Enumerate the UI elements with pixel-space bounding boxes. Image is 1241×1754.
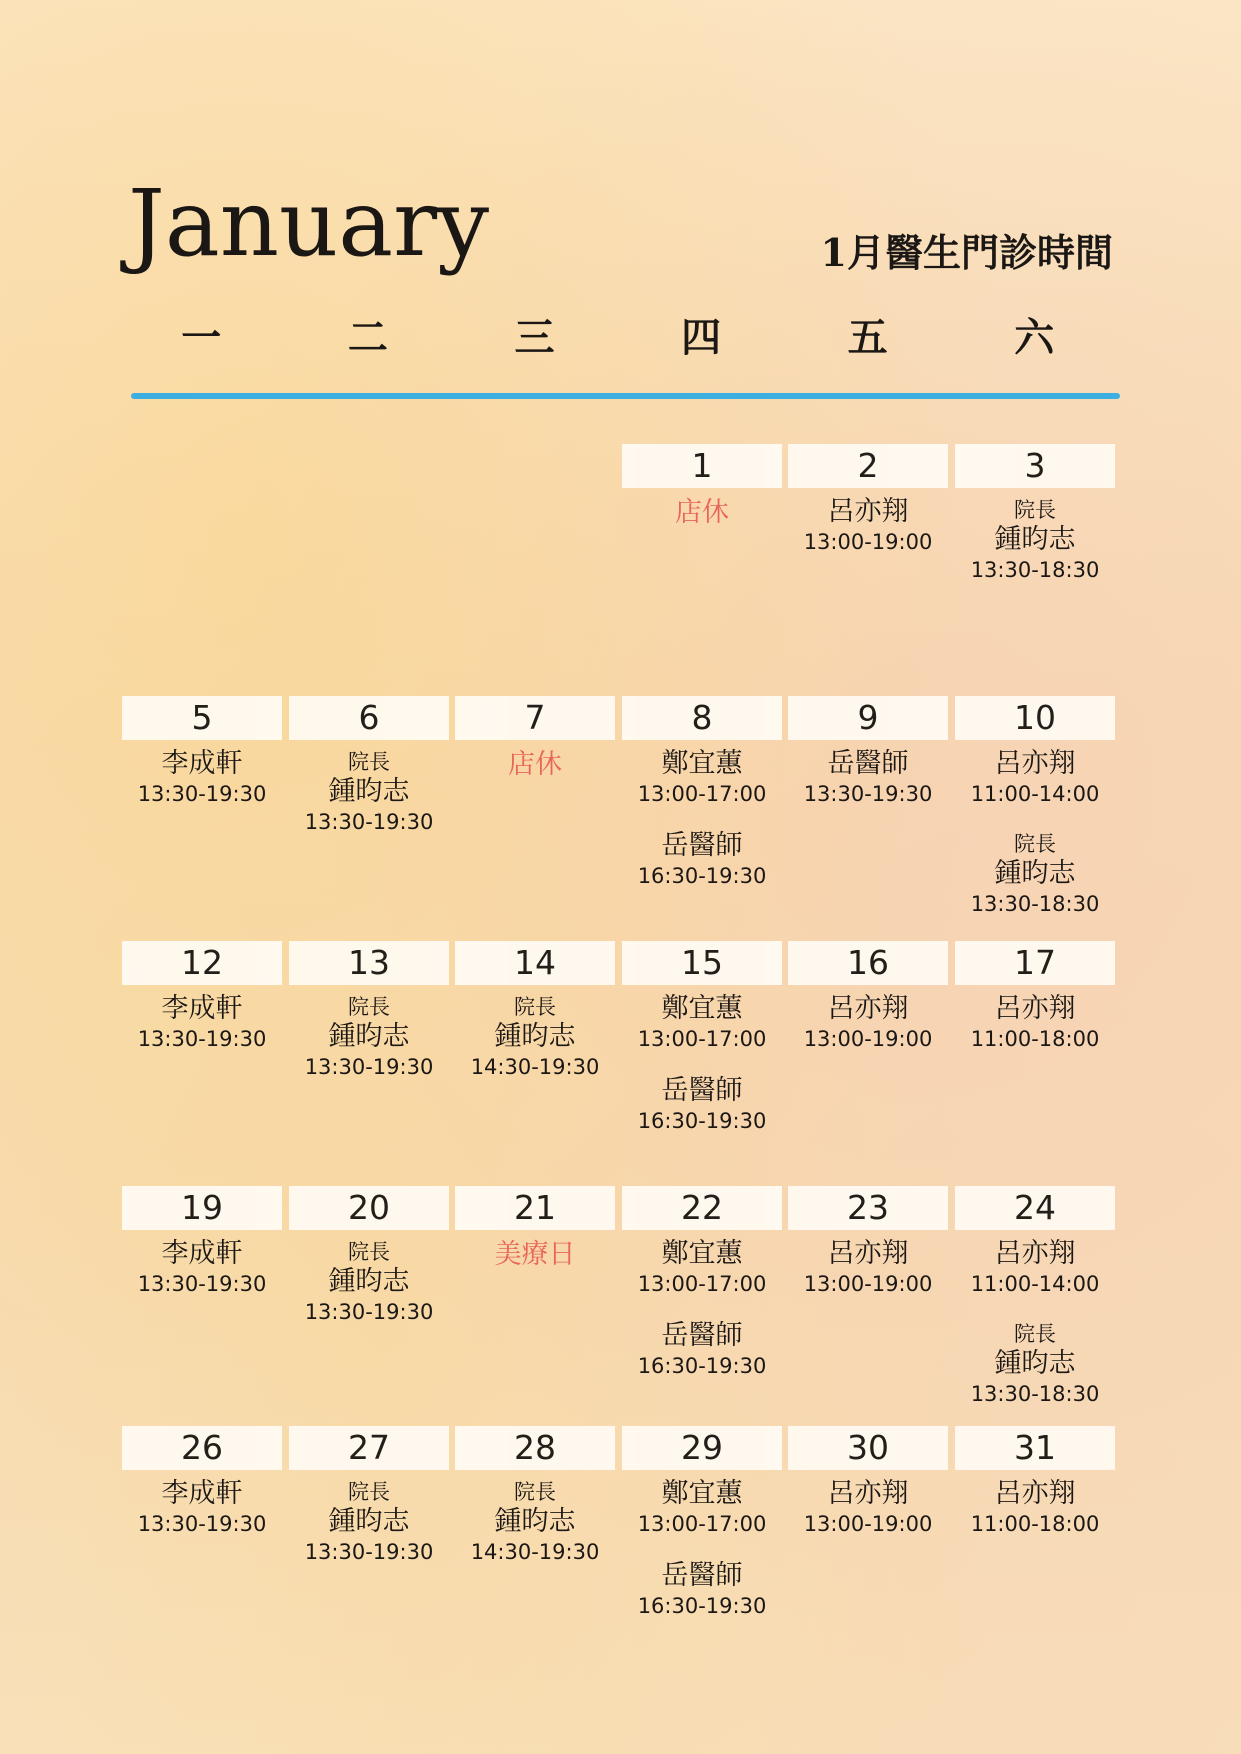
clinic-hours: 14:30-19:30	[470, 1540, 600, 1564]
day-entries	[289, 1230, 449, 1326]
clinic-hours: 11:00-14:00	[970, 1272, 1100, 1296]
date-number: 26	[122, 1426, 282, 1470]
doctor-name: 鍾昀志	[328, 1506, 410, 1537]
date-number: 14	[455, 941, 615, 985]
weekday-sat: 六	[1014, 315, 1055, 361]
doctor-name: 呂亦翔	[827, 1238, 909, 1269]
shift-entry	[122, 993, 282, 1053]
shift-entry	[788, 993, 948, 1053]
doctor-name: 鄭宜蕙	[661, 1478, 743, 1509]
day-cell-23	[788, 1186, 948, 1298]
date-number: 27	[289, 1426, 449, 1470]
clinic-hours: 13:00-17:00	[637, 1512, 767, 1536]
date-number: 5	[122, 696, 282, 740]
day-cell-1	[622, 444, 782, 530]
day-cell-12	[122, 941, 282, 1053]
shift-entry	[122, 748, 282, 808]
date-number: 30	[788, 1426, 948, 1470]
shift-entry	[622, 1320, 782, 1380]
shift-entry	[455, 1478, 615, 1566]
doctor-name: 岳醫師	[661, 1320, 743, 1351]
doctor-name: 李成軒	[161, 748, 243, 779]
day-entries	[455, 1230, 615, 1272]
clinic-hours: 13:30-18:30	[970, 1382, 1100, 1406]
day-entries	[289, 1470, 449, 1566]
doctor-role: 院長	[1014, 498, 1056, 522]
shift-entry	[955, 748, 1115, 808]
date-number: 16	[788, 941, 948, 985]
shift-entry	[122, 1238, 282, 1298]
doctor-name: 鍾昀志	[328, 1021, 410, 1052]
date-number: 22	[622, 1186, 782, 1230]
day-entries	[455, 1470, 615, 1566]
date-number: 17	[955, 941, 1115, 985]
day-cell-21	[455, 1186, 615, 1272]
day-entries	[622, 488, 782, 530]
shift-entry	[955, 496, 1115, 584]
clinic-hours: 13:00-17:00	[637, 782, 767, 806]
day-entries	[455, 740, 615, 782]
day-entries	[955, 1470, 1115, 1538]
closure-note: 店休	[675, 497, 729, 528]
date-number: 28	[455, 1426, 615, 1470]
shift-entry	[622, 496, 782, 530]
date-number: 19	[122, 1186, 282, 1230]
shift-entry	[955, 1478, 1115, 1538]
clinic-hours: 11:00-18:00	[970, 1027, 1100, 1051]
doctor-name: 鍾昀志	[494, 1506, 576, 1537]
day-cell-6	[289, 696, 449, 836]
day-entries	[455, 985, 615, 1081]
day-cell-29	[622, 1426, 782, 1620]
shift-entry	[955, 830, 1115, 918]
weekday-tue: 二	[347, 315, 388, 361]
shift-entry	[289, 1238, 449, 1326]
day-cell-26	[122, 1426, 282, 1538]
shift-entry	[289, 993, 449, 1081]
doctor-role: 院長	[1014, 1322, 1056, 1346]
clinic-hours: 13:30-18:30	[970, 892, 1100, 916]
day-entries	[122, 740, 282, 808]
shift-entry	[622, 748, 782, 808]
clinic-hours: 13:00-19:00	[803, 530, 933, 554]
day-entries	[122, 985, 282, 1053]
doctor-name: 鄭宜蕙	[661, 748, 743, 779]
doctor-name: 鄭宜蕙	[661, 1238, 743, 1269]
weekday-fri: 五	[847, 315, 888, 361]
shift-entry	[622, 1075, 782, 1135]
clinic-hours: 13:30-19:30	[137, 1512, 267, 1536]
doctor-name: 呂亦翔	[827, 1478, 909, 1509]
doctor-name: 呂亦翔	[827, 496, 909, 527]
shift-entry	[622, 1478, 782, 1538]
closure-note: 店休	[508, 749, 562, 780]
doctor-name: 呂亦翔	[994, 748, 1076, 779]
doctor-name: 呂亦翔	[994, 1478, 1076, 1509]
shift-entry	[622, 1238, 782, 1298]
day-entries	[122, 1230, 282, 1298]
date-number: 23	[788, 1186, 948, 1230]
day-entries	[622, 1470, 782, 1620]
weekday-wed: 三	[514, 315, 555, 361]
day-entries	[955, 488, 1115, 584]
shift-entry	[788, 748, 948, 808]
clinic-hours: 16:30-19:30	[637, 1594, 767, 1618]
doctor-name: 岳醫師	[827, 748, 909, 779]
clinic-hours: 13:00-19:00	[803, 1512, 933, 1536]
day-cell-27	[289, 1426, 449, 1566]
doctor-name: 岳醫師	[661, 1075, 743, 1106]
shift-entry	[455, 1238, 615, 1272]
doctor-name: 呂亦翔	[994, 1238, 1076, 1269]
doctor-name: 岳醫師	[661, 1560, 743, 1591]
date-number: 13	[289, 941, 449, 985]
shift-entry	[955, 1238, 1115, 1298]
date-number: 20	[289, 1186, 449, 1230]
day-entries	[955, 1230, 1115, 1408]
day-cell-9	[788, 696, 948, 808]
shift-entry	[788, 496, 948, 556]
clinic-hours: 11:00-14:00	[970, 782, 1100, 806]
clinic-hours: 13:00-17:00	[637, 1272, 767, 1296]
date-number: 15	[622, 941, 782, 985]
shift-entry	[122, 1478, 282, 1538]
day-entries	[622, 740, 782, 890]
shift-entry	[455, 748, 615, 782]
day-cell-16	[788, 941, 948, 1053]
day-cell-5	[122, 696, 282, 808]
day-cell-3	[955, 444, 1115, 584]
shift-entry	[955, 993, 1115, 1053]
doctor-name: 李成軒	[161, 993, 243, 1024]
shift-entry	[788, 1478, 948, 1538]
day-entries	[788, 1230, 948, 1298]
doctor-name: 鍾昀志	[994, 858, 1076, 889]
date-number: 29	[622, 1426, 782, 1470]
date-number: 31	[955, 1426, 1115, 1470]
clinic-hours: 13:30-19:30	[137, 782, 267, 806]
shift-entry	[289, 748, 449, 836]
day-cell-10	[955, 696, 1115, 918]
clinic-hours: 13:30-19:30	[137, 1027, 267, 1051]
day-cell-2	[788, 444, 948, 556]
day-cell-19	[122, 1186, 282, 1298]
day-cell-17	[955, 941, 1115, 1053]
day-cell-30	[788, 1426, 948, 1538]
day-cell-8	[622, 696, 782, 890]
doctor-role: 院長	[348, 750, 390, 774]
doctor-role: 院長	[348, 995, 390, 1019]
shift-entry	[955, 1320, 1115, 1408]
shift-entry	[455, 993, 615, 1081]
day-cell-7	[455, 696, 615, 782]
month-title: January	[128, 170, 490, 277]
day-entries	[622, 985, 782, 1135]
clinic-hours: 16:30-19:30	[637, 864, 767, 888]
clinic-hours: 14:30-19:30	[470, 1055, 600, 1079]
clinic-hours: 13:30-19:30	[304, 1540, 434, 1564]
clinic-hours: 13:30-19:30	[803, 782, 933, 806]
day-cell-13	[289, 941, 449, 1081]
clinic-hours: 13:00-17:00	[637, 1027, 767, 1051]
doctor-name: 岳醫師	[661, 830, 743, 861]
day-entries	[788, 985, 948, 1053]
date-number: 7	[455, 696, 615, 740]
doctor-role: 院長	[514, 1480, 556, 1504]
date-number: 24	[955, 1186, 1115, 1230]
doctor-name: 李成軒	[161, 1238, 243, 1269]
doctor-name: 呂亦翔	[827, 993, 909, 1024]
day-cell-24	[955, 1186, 1115, 1408]
weekday-mon: 一	[181, 315, 222, 361]
weekday-thu: 四	[681, 315, 722, 361]
clinic-hours: 13:30-18:30	[970, 558, 1100, 582]
shift-entry	[289, 1478, 449, 1566]
closure-note: 美療日	[494, 1239, 576, 1270]
date-number: 12	[122, 941, 282, 985]
date-number: 8	[622, 696, 782, 740]
doctor-name: 鄭宜蕙	[661, 993, 743, 1024]
clinic-hours: 16:30-19:30	[637, 1354, 767, 1378]
day-cell-14	[455, 941, 615, 1081]
date-number: 1	[622, 444, 782, 488]
shift-entry	[622, 993, 782, 1053]
day-cell-31	[955, 1426, 1115, 1538]
day-entries	[289, 985, 449, 1081]
date-number: 6	[289, 696, 449, 740]
day-cell-20	[289, 1186, 449, 1326]
day-cell-15	[622, 941, 782, 1135]
date-number: 9	[788, 696, 948, 740]
doctor-name: 鍾昀志	[994, 1348, 1076, 1379]
shift-entry	[622, 1560, 782, 1620]
date-number: 2	[788, 444, 948, 488]
shift-entry	[622, 830, 782, 890]
date-number: 10	[955, 696, 1115, 740]
doctor-name: 鍾昀志	[494, 1021, 576, 1052]
date-number: 21	[455, 1186, 615, 1230]
date-number: 3	[955, 444, 1115, 488]
day-entries	[788, 1470, 948, 1538]
day-entries	[289, 740, 449, 836]
doctor-role: 院長	[1014, 832, 1056, 856]
doctor-name: 李成軒	[161, 1478, 243, 1509]
schedule-subtitle: 1月醫生門診時間	[820, 230, 1113, 275]
clinic-hours: 13:30-19:30	[304, 1055, 434, 1079]
doctor-name: 鍾昀志	[994, 524, 1076, 555]
clinic-hours: 13:30-19:30	[137, 1272, 267, 1296]
clinic-hours: 13:00-19:00	[803, 1027, 933, 1051]
day-entries	[122, 1470, 282, 1538]
clinic-hours: 16:30-19:30	[637, 1109, 767, 1133]
day-cell-28	[455, 1426, 615, 1566]
day-entries	[788, 488, 948, 556]
day-cell-22	[622, 1186, 782, 1380]
day-entries	[622, 1230, 782, 1380]
shift-entry	[788, 1238, 948, 1298]
clinic-hours: 13:00-19:00	[803, 1272, 933, 1296]
doctor-role: 院長	[348, 1240, 390, 1264]
clinic-hours: 11:00-18:00	[970, 1512, 1100, 1536]
doctor-name: 鍾昀志	[328, 1266, 410, 1297]
clinic-hours: 13:30-19:30	[304, 1300, 434, 1324]
day-entries	[788, 740, 948, 808]
doctor-name: 呂亦翔	[994, 993, 1076, 1024]
doctor-role: 院長	[348, 1480, 390, 1504]
day-entries	[955, 985, 1115, 1053]
clinic-hours: 13:30-19:30	[304, 810, 434, 834]
day-entries	[955, 740, 1115, 918]
doctor-name: 鍾昀志	[328, 776, 410, 807]
doctor-role: 院長	[514, 995, 556, 1019]
